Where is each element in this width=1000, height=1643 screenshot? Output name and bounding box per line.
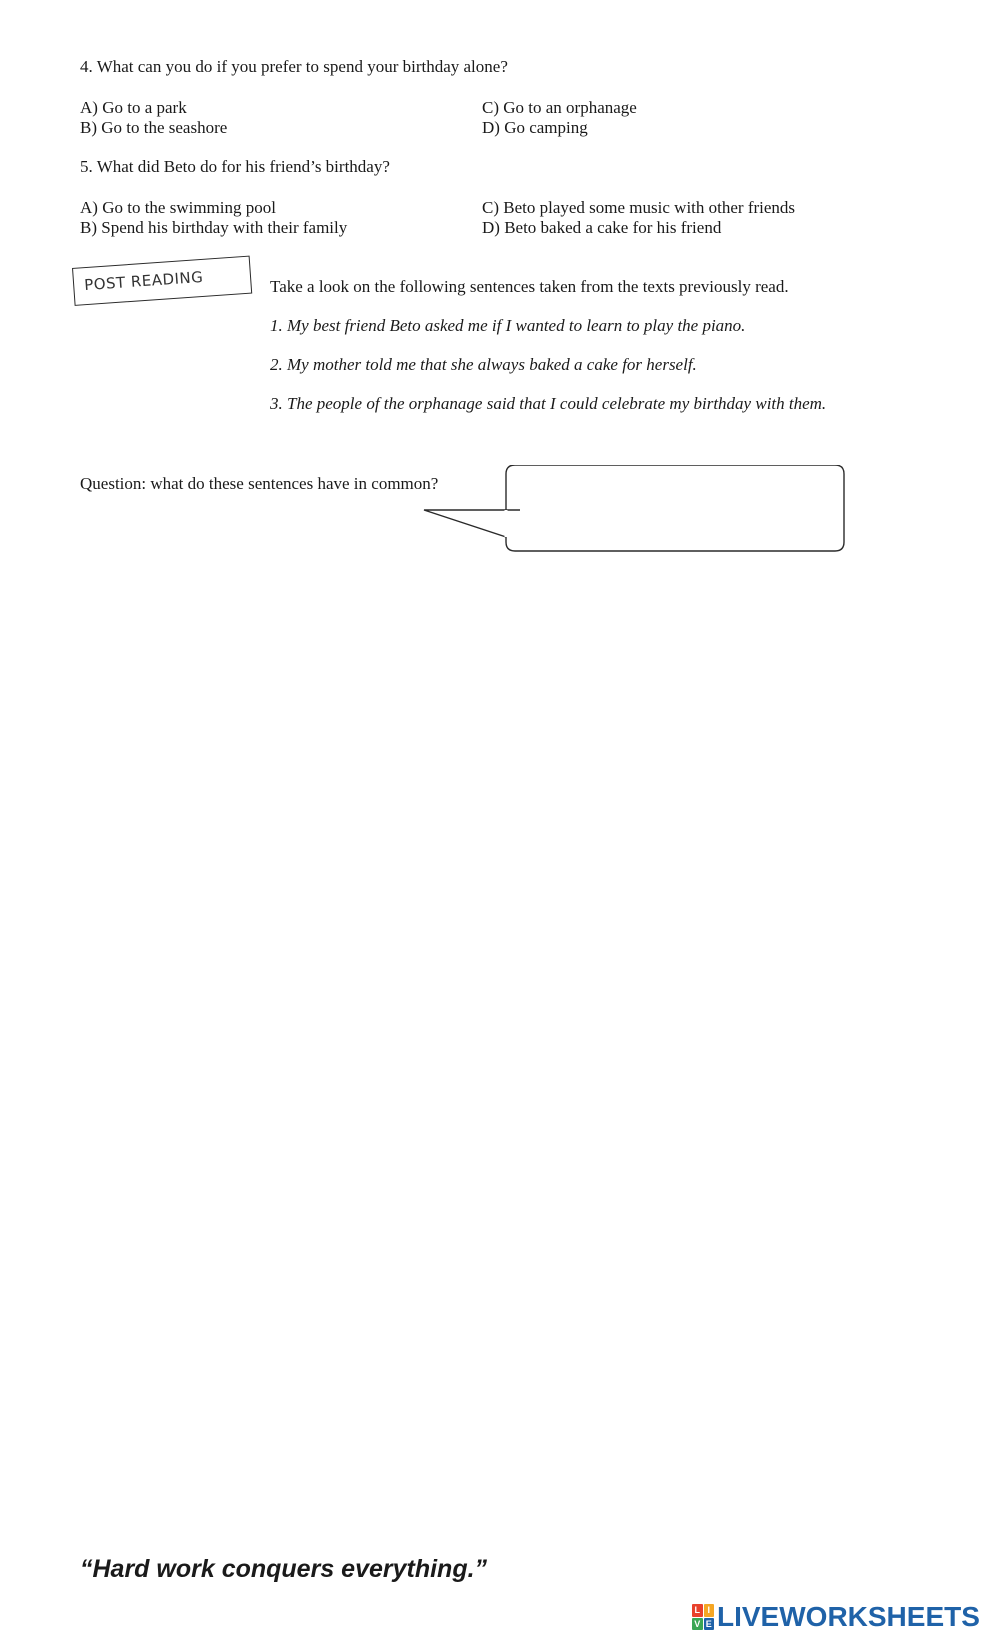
motto: “Hard work conquers everything.”: [80, 1555, 488, 1583]
logo-mark-icon: [692, 1604, 714, 1630]
question-5: 5. What did Beto do for his friend’s birthday?: [80, 157, 390, 176]
q4-option-b[interactable]: B) Go to the seashore: [80, 118, 228, 137]
q4-option-c[interactable]: C) Go to an orphanage: [482, 98, 637, 117]
q5-option-b[interactable]: B) Spend his birthday with their family: [80, 218, 348, 237]
q4-option-a[interactable]: A) Go to a park: [80, 98, 187, 117]
liveworksheets-logo: [692, 1601, 980, 1633]
post-reading-label: POST READING: [83, 267, 204, 295]
sentence-2: 2. My mother told me that she always baked a cake for herself.: [270, 355, 697, 374]
logo-text: LIVEWORKSHEETS: [717, 1601, 980, 1632]
sentence-3: 3. The people of the orphanage said that I could celebrate my birthday with them.: [270, 394, 827, 413]
answer-field[interactable]: [515, 470, 835, 540]
post-reading-intro: Take a look on the following sentences taken from the texts previously read.: [270, 277, 789, 296]
logo-mark-letter-l: L: [692, 1604, 703, 1617]
logo-mark-letter-i: I: [704, 1604, 715, 1617]
q5-option-c[interactable]: C) Beto played some music with other friends: [482, 198, 796, 217]
post-reading-badge: [72, 256, 252, 306]
logo-mark-letter-v: V: [692, 1618, 703, 1631]
q4-option-d[interactable]: D) Go camping: [482, 118, 588, 137]
question-4: 4. What can you do if you prefer to spend your birthday alone?: [80, 57, 508, 76]
common-question: Question: what do these sentences have in common?: [80, 474, 439, 493]
logo-mark-letter-e: E: [704, 1618, 715, 1631]
q5-option-a[interactable]: A) Go to the swimming pool: [80, 198, 276, 217]
q5-option-d[interactable]: D) Beto baked a cake for his friend: [482, 218, 722, 237]
sentence-1: 1. My best friend Beto asked me if I wanted to learn to play the piano.: [270, 316, 746, 335]
